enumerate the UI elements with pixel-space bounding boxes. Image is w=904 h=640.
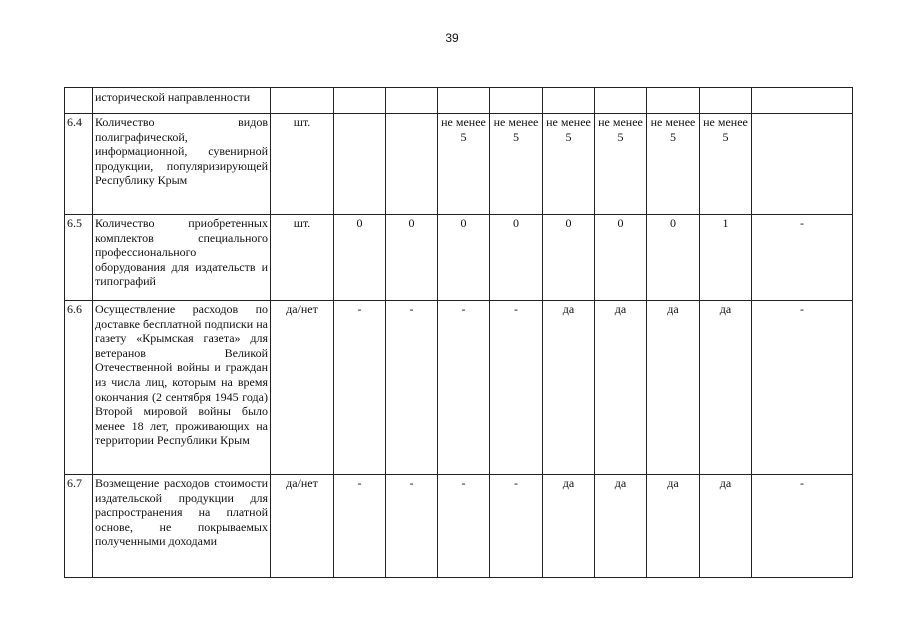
indicator-table <box>64 87 853 578</box>
year-value-cell: 0 <box>543 215 595 301</box>
unit-cell <box>271 88 334 114</box>
indicator-name-cell: Количество видов полиграфической, информационной, сувенирной продукции, популяризирующей Республику Крым <box>93 114 271 215</box>
year-value-cell: да <box>543 301 595 475</box>
year-value-cell: - <box>334 475 386 578</box>
year-value-cell: - <box>334 301 386 475</box>
table-row <box>65 475 853 578</box>
final-value-cell: - <box>752 475 853 578</box>
row-number-cell: 6.6 <box>65 301 93 475</box>
unit-cell: да/нет <box>271 301 334 475</box>
year-value-cell <box>438 88 490 114</box>
year-value-cell: 0 <box>647 215 700 301</box>
year-value-cell: не менее 5 <box>647 114 700 215</box>
table-body <box>65 88 853 578</box>
year-value-cell: 0 <box>490 215 543 301</box>
year-value-cell: - <box>490 301 543 475</box>
indicator-name-cell: Количество приобретенных комплектов специального профессионального оборудования для издательств и типографий <box>93 215 271 301</box>
page-number: 39 <box>445 31 459 45</box>
row-number-cell: 6.4 <box>65 114 93 215</box>
unit-cell: шт. <box>271 114 334 215</box>
year-value-cell <box>334 114 386 215</box>
year-value-cell: 1 <box>700 215 752 301</box>
year-value-cell <box>386 114 438 215</box>
indicator-name-cell: Осуществление расходов по доставке бесплатной подписки на газету «Крымская газета» для ветеранов Великой Отечественной войны и граждан из числа лиц, которым на время окончания (2 сентября 1945 года) Второй мировой войны было менее 18 лет, проживающих на территории Республики Крым <box>93 301 271 475</box>
unit-cell: да/нет <box>271 475 334 578</box>
year-value-cell: да <box>543 475 595 578</box>
year-value-cell: 0 <box>334 215 386 301</box>
year-value-cell: - <box>490 475 543 578</box>
year-value-cell: да <box>700 301 752 475</box>
year-value-cell <box>386 88 438 114</box>
year-value-cell: да <box>647 475 700 578</box>
year-value-cell <box>647 88 700 114</box>
year-value-cell <box>490 88 543 114</box>
table-row <box>65 88 853 114</box>
year-value-cell: не менее 5 <box>700 114 752 215</box>
row-number-cell: 6.5 <box>65 215 93 301</box>
table-row <box>65 215 853 301</box>
row-number-cell: 6.7 <box>65 475 93 578</box>
year-value-cell <box>334 88 386 114</box>
year-value-cell: не менее 5 <box>438 114 490 215</box>
year-value-cell: да <box>700 475 752 578</box>
year-value-cell <box>595 88 647 114</box>
year-value-cell: да <box>647 301 700 475</box>
year-value-cell: - <box>386 475 438 578</box>
final-value-cell: - <box>752 215 853 301</box>
year-value-cell: да <box>595 301 647 475</box>
year-value-cell: - <box>386 301 438 475</box>
year-value-cell: не менее 5 <box>490 114 543 215</box>
table-row <box>65 114 853 215</box>
year-value-cell <box>700 88 752 114</box>
row-number-cell <box>65 88 93 114</box>
year-value-cell: 0 <box>386 215 438 301</box>
year-value-cell: не менее 5 <box>595 114 647 215</box>
year-value-cell: 0 <box>438 215 490 301</box>
final-value-cell <box>752 114 853 215</box>
year-value-cell: - <box>438 301 490 475</box>
table-row <box>65 301 853 475</box>
unit-cell: шт. <box>271 215 334 301</box>
year-value-cell: - <box>438 475 490 578</box>
year-value-cell: 0 <box>595 215 647 301</box>
final-value-cell <box>752 88 853 114</box>
year-value-cell <box>543 88 595 114</box>
final-value-cell: - <box>752 301 853 475</box>
indicator-name-cell: исторической направленности <box>93 88 271 114</box>
indicator-name-cell: Возмещение расходов стоимости издательской продукции для распространения на платной основе, не покрываемых полученными доходами <box>93 475 271 578</box>
year-value-cell: да <box>595 475 647 578</box>
year-value-cell: не менее 5 <box>543 114 595 215</box>
